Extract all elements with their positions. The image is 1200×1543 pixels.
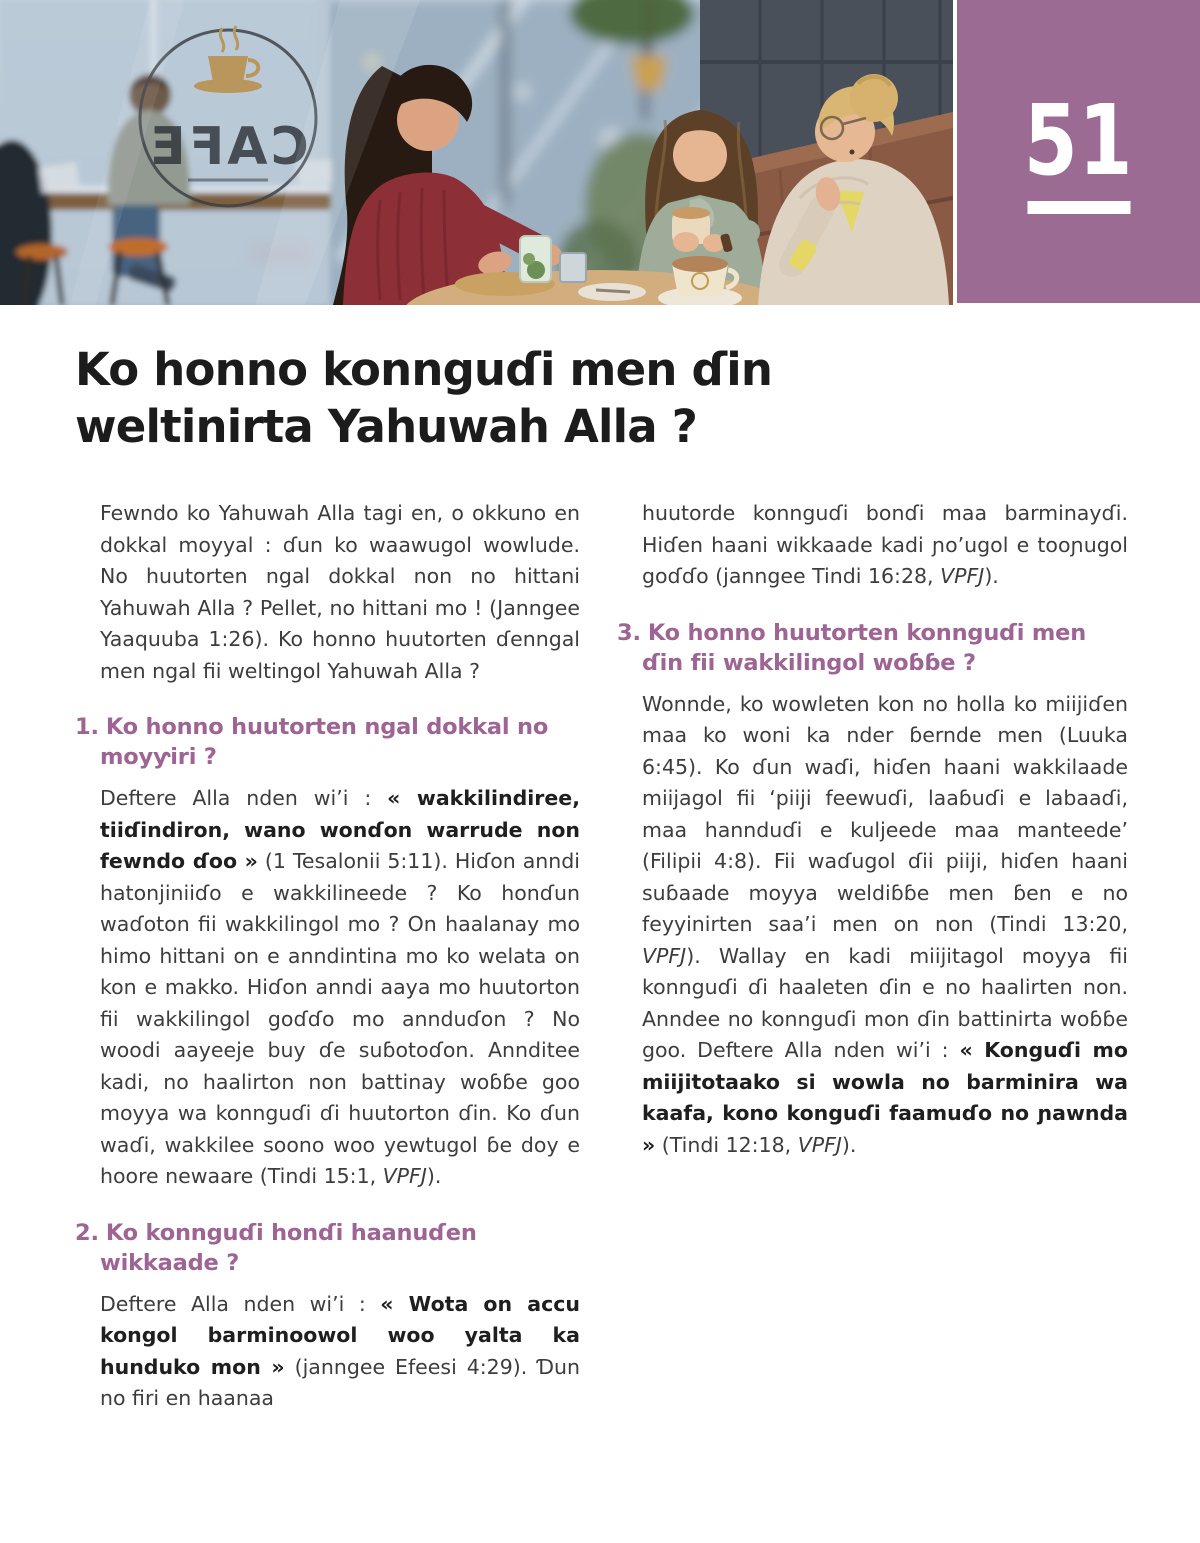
section-3 bbox=[617, 618, 1128, 1162]
section-2-paragraph: Deftere Alla nden wi’i : « Wota on accu kongol barminoowol woo yalta ka hunduko mon » (janngee Efeesi 4:29). Ɗun no firi en haanaa bbox=[100, 1291, 580, 1410]
lesson-number-underline bbox=[1027, 201, 1130, 214]
question-3-heading bbox=[617, 618, 1128, 678]
section-1 bbox=[75, 712, 580, 1193]
right-column bbox=[617, 498, 1128, 1161]
lesson-number: 51 bbox=[1023, 84, 1134, 197]
cafe-photo-illustration bbox=[0, 0, 953, 305]
question-3-text: Ko honno huutorten konnguɗi men ɗin fii wakkilingol woɓɓe ? bbox=[642, 619, 1087, 676]
question-2-text: Ko konnguɗi honɗi haanuɗen wikkaade ? bbox=[100, 1219, 477, 1276]
section-2 bbox=[75, 1218, 580, 1415]
cafe-photo bbox=[0, 0, 953, 305]
intro-paragraph: Fewndo ko Yahuwah Alla tagi en, o okkuno en dokkal moyyal : ɗun ko waawugol wowlude. No huutorten ngal dokkal non no hittani Yahuwah Alla ? Pellet, no hittani mo ! (Janngee Yaaquuba 1:26). Ko honno huutorten ɗenngal men ngal fii weltingol Yahuwah Alla ? bbox=[100, 501, 580, 683]
section-3-paragraph: Wonnde, ko wowleten kon no holla ko miijiɗen maa ko woni ka nder ɓernde men (Luuka 6:45). Ko ɗun waɗi, hiɗen haani wakkilaade miijagol fii ‘piiji feewuɗi, laaɓuɗi e labaaɗi, maa hannduɗi e kuljeede maa manteede’ (Filipii 4:8). Fii waɗugol ɗii piiji, hiɗen haani suɓaade moyya weldiɓɓe men ɓen e no feyyinirten saa’i men on non (Tindi 13:20, VPFJ). Wallay en kadi miijitagol moyya fii konnguɗi ɗi haaleten ɗin e no haalirten non. Anndee no konnguɗi mon ɗin battinirta woɓɓe goo. Deftere Alla nden wi’i : « Konguɗi mo miijitotaako si wowla no barminira wa kaafa, kono konguɗi faamuɗo no ɲawnda » (Tindi 12:18, VPFJ). bbox=[642, 691, 1129, 1157]
question-1-heading bbox=[75, 712, 580, 772]
left-column bbox=[75, 498, 580, 1415]
page-title: Ko honno konnguɗi men ɗin weltinirta Yahuwah Alla ? bbox=[75, 343, 773, 453]
question-3-number: 3. bbox=[617, 619, 641, 646]
question-1-number: 1. bbox=[75, 714, 99, 740]
question-2-heading bbox=[75, 1218, 580, 1278]
section-2-continuation-paragraph: huutorde konnguɗi bonɗi maa barminayɗi. Hiɗen haani wikkaade kadi ɲo’ugol e tooɲugol goɗɗo (janngee Tindi 16:28, VPFJ). bbox=[642, 501, 1128, 588]
lesson-number-badge bbox=[957, 0, 1200, 303]
cafe-sign-text: CAFE bbox=[147, 117, 309, 177]
question-1-text: Ko honno huutorten ngal dokkal no moyƴiri ? bbox=[100, 714, 549, 770]
question-2-number: 2. bbox=[75, 1219, 99, 1246]
section-1-paragraph: Deftere Alla nden wi’i : « wakkilindiree, tiiɗindiron, wano wonɗon warrude non fewndo ɗoo » (1 Tesalonii 5:11). Hiɗon anndi hatonjiniiɗo e wakkilineede ? Ko honɗun waɗoton fii wakkilingol mo ? On haalanay mo himo hittani on e anndintina mo ko welata on kon e makko. Hiɗon anndi aaya mo huutorton fii wakkilingol goɗɗo mo annduɗon ? No woodi aayeeje buy ɗe suɓotoɗon. Annditee kadi, no haalirton non battinay woɓɓe goo moyya wa konnguɗi ɗi huutorton ɗin. Ko ɗun waɗi, wakkilee soono woo yewtugol ɓe doy e hoore newaare (Tindi 15:1, VPFJ). bbox=[100, 786, 580, 1188]
